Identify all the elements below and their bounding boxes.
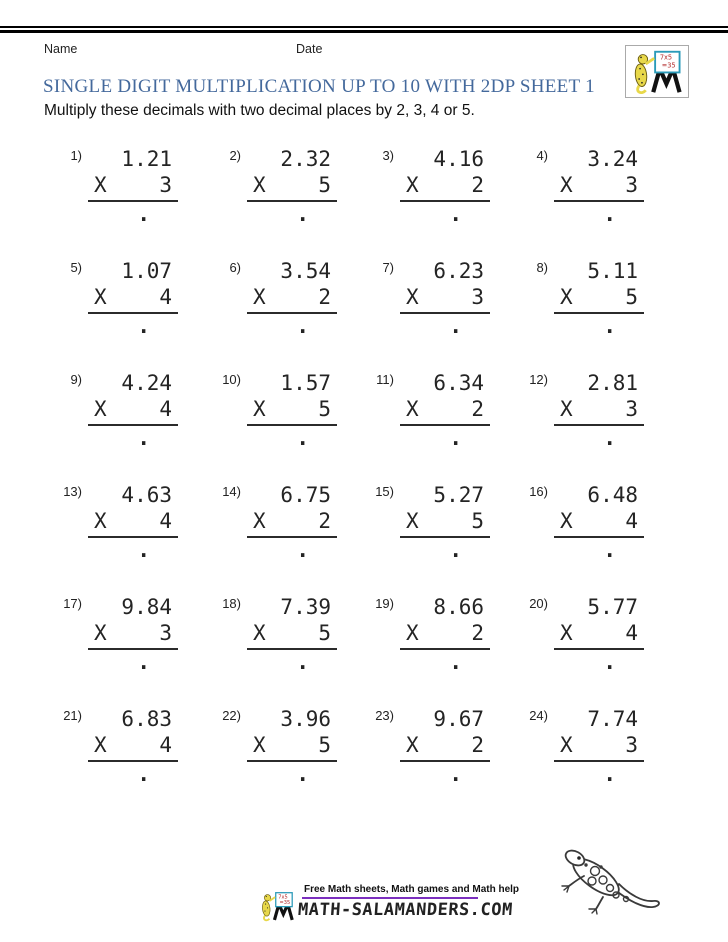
multiplicand: 6.23	[433, 259, 484, 283]
multiplier: 2	[318, 285, 331, 309]
answer-space	[88, 762, 178, 786]
page-title: SINGLE DIGIT MULTIPLICATION UP TO 10 WITH 2DP SHEET 1	[43, 76, 595, 97]
problem-block	[88, 706, 178, 786]
problem-number: 13)	[63, 484, 82, 499]
multiplicand: 7.74	[587, 707, 638, 731]
problem-block	[554, 706, 644, 786]
answer-decimal-point: .	[296, 426, 309, 450]
answer-space	[554, 426, 644, 450]
answer-decimal-point: .	[603, 762, 616, 786]
multiply-sign: X	[253, 285, 266, 309]
multiplicand: 6.34	[433, 371, 484, 395]
answer-decimal-point: .	[137, 762, 150, 786]
multiplicand: 3.96	[280, 707, 331, 731]
name-label: Name	[44, 42, 78, 56]
multiply-sign: X	[406, 621, 419, 645]
multiplier: 3	[625, 173, 638, 197]
multiply-sign: X	[94, 173, 107, 197]
problem-number: 20)	[529, 596, 548, 611]
problem-number: 3)	[382, 148, 394, 163]
multiplicand: 1.07	[121, 259, 172, 283]
multiplier: 5	[625, 285, 638, 309]
problem-number: 19)	[375, 596, 394, 611]
multiplier: 4	[159, 397, 172, 421]
page-instructions: Multiply these decimals with two decimal places by 2, 3, 4 or 5.	[44, 102, 475, 119]
answer-decimal-point: .	[603, 202, 616, 226]
multiplier: 3	[471, 285, 484, 309]
answer-decimal-point: .	[603, 314, 616, 338]
problem-number: 24)	[529, 708, 548, 723]
problem-number: 8)	[536, 260, 548, 275]
date-label: Date	[296, 42, 323, 56]
problem	[221, 370, 374, 482]
answer-space	[554, 650, 644, 674]
problem	[62, 706, 221, 818]
multiply-sign: X	[94, 509, 107, 533]
page-top-rule	[0, 26, 728, 33]
multiply-sign: X	[94, 285, 107, 309]
problem-block	[247, 370, 337, 450]
answer-space	[88, 426, 178, 450]
multiplicand: 9.67	[433, 707, 484, 731]
answer-space	[247, 202, 337, 226]
multiply-sign: X	[406, 509, 419, 533]
problem-number: 10)	[222, 372, 241, 387]
footer-accent-rule	[302, 897, 478, 899]
multiplier: 5	[471, 509, 484, 533]
problem	[528, 370, 682, 482]
multiplier: 5	[318, 733, 331, 757]
answer-decimal-point: .	[449, 762, 462, 786]
problem-block	[400, 594, 490, 674]
multiplicand: 2.81	[587, 371, 638, 395]
problem-number: 4)	[536, 148, 548, 163]
multiplier: 3	[159, 621, 172, 645]
problem-number: 18)	[222, 596, 241, 611]
answer-space	[400, 762, 490, 786]
problem-block	[247, 594, 337, 674]
answer-decimal-point: .	[449, 314, 462, 338]
problem-number: 1)	[70, 148, 82, 163]
footer-tagline: Free Math sheets, Math games and Math help	[304, 884, 520, 895]
board-text-2: =35	[661, 61, 676, 70]
footer-salamander-easel-icon	[258, 885, 296, 927]
problem-number: 14)	[222, 484, 241, 499]
answer-decimal-point: .	[137, 202, 150, 226]
problem	[374, 594, 528, 706]
multiply-sign: X	[94, 621, 107, 645]
answer-decimal-point: .	[296, 314, 309, 338]
board-text-1: 7x5	[659, 53, 673, 62]
gecko-eye	[577, 856, 581, 860]
multiplicand: 7.39	[280, 595, 331, 619]
problem	[528, 258, 682, 370]
answer-decimal-point: .	[449, 202, 462, 226]
problem-block	[88, 370, 178, 450]
multiplicand: 4.63	[121, 483, 172, 507]
answer-space	[554, 762, 644, 786]
problem-number: 21)	[63, 708, 82, 723]
multiply-sign: X	[560, 621, 573, 645]
multiplicand: 6.75	[280, 483, 331, 507]
problem-number: 7)	[382, 260, 394, 275]
multiplier: 2	[471, 733, 484, 757]
problem	[528, 146, 682, 258]
multiply-sign: X	[560, 509, 573, 533]
problem-number: 2)	[229, 148, 241, 163]
problem	[374, 146, 528, 258]
multiplicand: 6.83	[121, 707, 172, 731]
multiplier: 4	[159, 285, 172, 309]
footer-site-name: MATH-SALAMANDERS.COM	[297, 900, 514, 920]
problem	[374, 370, 528, 482]
problem-block	[400, 482, 490, 562]
problem-number: 6)	[229, 260, 241, 275]
multiplicand: 4.16	[433, 147, 484, 171]
answer-decimal-point: .	[137, 426, 150, 450]
gecko-sketch	[556, 845, 668, 917]
problem-number: 23)	[375, 708, 394, 723]
problem-block	[88, 482, 178, 562]
answer-space	[400, 538, 490, 562]
problem	[62, 594, 221, 706]
problem-block	[88, 146, 178, 226]
multiply-sign: X	[253, 621, 266, 645]
multiplier: 2	[471, 173, 484, 197]
multiplicand: 4.24	[121, 371, 172, 395]
multiply-sign: X	[94, 397, 107, 421]
problem	[62, 482, 221, 594]
problem	[374, 258, 528, 370]
problem-block	[247, 706, 337, 786]
multiplier: 5	[318, 397, 331, 421]
multiplicand: 1.21	[121, 147, 172, 171]
multiply-sign: X	[253, 173, 266, 197]
salamander-body	[634, 63, 648, 87]
multiplier: 2	[318, 509, 331, 533]
answer-decimal-point: .	[137, 538, 150, 562]
multiplier: 3	[159, 173, 172, 197]
problem-block	[554, 370, 644, 450]
multiplier: 4	[159, 733, 172, 757]
problem-block	[400, 370, 490, 450]
answer-space	[400, 314, 490, 338]
answer-space	[554, 202, 644, 226]
problem	[221, 594, 374, 706]
footer-board-text-1: 7x5	[278, 894, 288, 901]
footer-brand	[258, 882, 519, 927]
problem-number: 5)	[70, 260, 82, 275]
multiplier: 4	[625, 621, 638, 645]
problem	[221, 146, 374, 258]
multiplier: 5	[318, 173, 331, 197]
multiplicand: 5.11	[587, 259, 638, 283]
problem-number: 22)	[222, 708, 241, 723]
multiply-sign: X	[94, 733, 107, 757]
multiply-sign: X	[406, 733, 419, 757]
answer-space	[88, 314, 178, 338]
problem	[62, 146, 221, 258]
problem	[62, 370, 221, 482]
problem-block	[554, 594, 644, 674]
multiplicand: 8.66	[433, 595, 484, 619]
answer-decimal-point: .	[449, 538, 462, 562]
problem	[374, 706, 528, 818]
multiply-sign: X	[560, 733, 573, 757]
problem-block	[554, 482, 644, 562]
answer-space	[247, 762, 337, 786]
answer-decimal-point: .	[296, 762, 309, 786]
multiplicand: 9.84	[121, 595, 172, 619]
problem-number: 9)	[70, 372, 82, 387]
answer-decimal-point: .	[137, 650, 150, 674]
multiply-sign: X	[406, 397, 419, 421]
multiplicand: 3.24	[587, 147, 638, 171]
problem-number: 11)	[376, 372, 394, 387]
problem-number: 15)	[375, 484, 394, 499]
multiply-sign: X	[253, 733, 266, 757]
multiplicand: 5.77	[587, 595, 638, 619]
answer-space	[247, 650, 337, 674]
multiplier: 2	[471, 397, 484, 421]
problem-block	[554, 146, 644, 226]
answer-space	[88, 650, 178, 674]
problem	[528, 594, 682, 706]
problem	[221, 258, 374, 370]
multiplier: 2	[471, 621, 484, 645]
problem-block	[88, 594, 178, 674]
answer-space	[247, 314, 337, 338]
multiply-sign: X	[560, 285, 573, 309]
answer-decimal-point: .	[603, 650, 616, 674]
answer-space	[247, 426, 337, 450]
problem-block	[400, 706, 490, 786]
problem	[62, 258, 221, 370]
problem	[528, 706, 682, 818]
multiply-sign: X	[253, 509, 266, 533]
multiplier: 4	[625, 509, 638, 533]
problem-block	[88, 258, 178, 338]
answer-decimal-point: .	[603, 426, 616, 450]
answer-decimal-point: .	[449, 650, 462, 674]
problem-block	[400, 258, 490, 338]
answer-space	[88, 202, 178, 226]
problem-block	[247, 258, 337, 338]
multiply-sign: X	[560, 173, 573, 197]
answer-space	[400, 426, 490, 450]
answer-space	[88, 538, 178, 562]
salamander-easel-icon	[628, 48, 686, 95]
answer-decimal-point: .	[296, 202, 309, 226]
answer-space	[400, 202, 490, 226]
multiplier: 3	[625, 733, 638, 757]
multiply-sign: X	[406, 285, 419, 309]
multiplier: 4	[159, 509, 172, 533]
problem-number: 12)	[529, 372, 548, 387]
multiplicand: 3.54	[280, 259, 331, 283]
multiply-sign: X	[406, 173, 419, 197]
answer-decimal-point: .	[449, 426, 462, 450]
multiplier: 3	[625, 397, 638, 421]
multiply-sign: X	[560, 397, 573, 421]
multiply-sign: X	[253, 397, 266, 421]
multiplicand: 6.48	[587, 483, 638, 507]
problem-block	[247, 482, 337, 562]
multiplier: 5	[318, 621, 331, 645]
problem-block	[247, 146, 337, 226]
problem-number: 16)	[529, 484, 548, 499]
answer-space	[554, 314, 644, 338]
math-salamanders-logo	[625, 45, 689, 98]
problem-block	[400, 146, 490, 226]
multiplicand: 1.57	[280, 371, 331, 395]
worksheet-grid	[62, 146, 682, 818]
answer-space	[554, 538, 644, 562]
answer-space	[247, 538, 337, 562]
answer-decimal-point: .	[296, 650, 309, 674]
answer-decimal-point: .	[603, 538, 616, 562]
problem	[528, 482, 682, 594]
problem	[221, 482, 374, 594]
multiplicand: 5.27	[433, 483, 484, 507]
problem	[221, 706, 374, 818]
problem-number: 17)	[63, 596, 82, 611]
answer-decimal-point: .	[296, 538, 309, 562]
answer-space	[400, 650, 490, 674]
problem-block	[554, 258, 644, 338]
problem	[374, 482, 528, 594]
answer-decimal-point: .	[137, 314, 150, 338]
footer-board-text-2: =35	[279, 900, 291, 907]
multiplicand: 2.32	[280, 147, 331, 171]
